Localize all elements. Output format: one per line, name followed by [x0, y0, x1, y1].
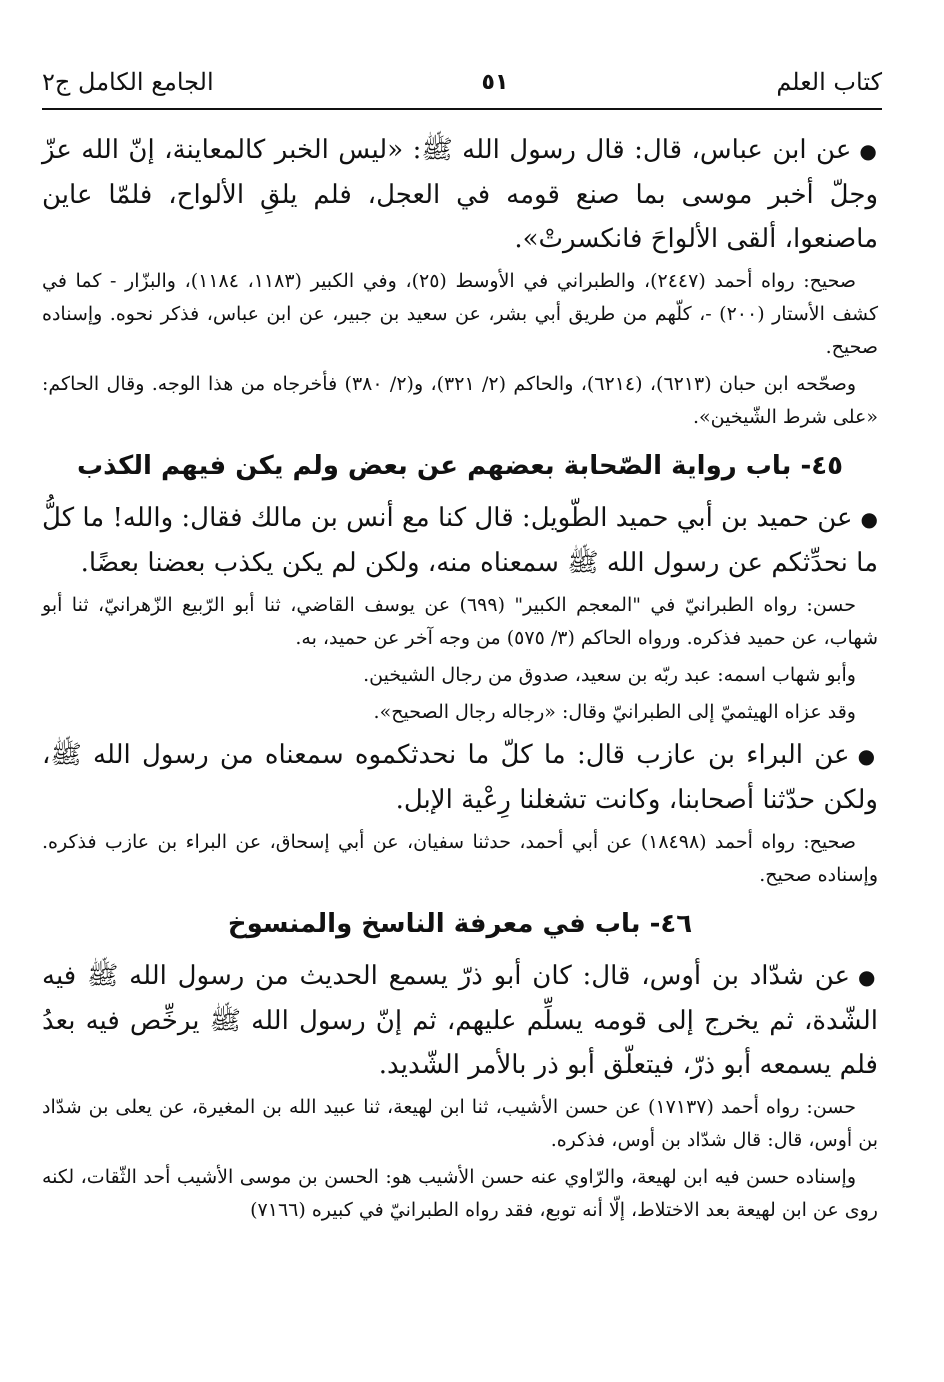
hadith-text [42, 128, 878, 261]
bullet-icon: ● [857, 744, 878, 768]
takhrij-note: وقد عزاه الهيثميّ إلى الطبرانيّ وقال: «رجاله رجال الصحيح». [373, 701, 856, 723]
chapter-heading: ٤٥- باب رواية الصّحابة بعضهم عن بعض ولم يكن فيهم الكذب [76, 451, 843, 481]
page-number: ٥١ [481, 69, 509, 95]
page-body [42, 128, 878, 1231]
takhrij-note: وإسناده حسن فيه ابن لهيعة، والرّاوي عنه حسن الأشيب هو: الحسن بن موسى الأشيب أحد الثّقات، لكنه روى عن ابن لهيعة بعد الاختلاط، إلّا أنه توبع، فقد رواه الطبرانيّ في كبيره (٧١٦٦) [42, 1166, 878, 1221]
takhrij-note: حسن: رواه أحمد (١٧١٣٧) عن حسن الأشيب، ثنا ابن لهيعة، ثنا عبيد الله بن المغيرة، عن يعلى بن شدّاد بن أوس، قال: قال شدّاد بن أوس، فذكره. [42, 1096, 878, 1151]
series-title: الجامع الكامل ج٢ [42, 68, 214, 96]
takhrij-note: وصحّحه ابن حبان (٦٢١٣)، (٦٢١٤)، والحاكم (٢/ ٣٢١)، و(٢/ ٣٨٠) فأخرجاه من هذا الوجه. وقال الحاكم: «على شرط الشّيخين». [42, 373, 878, 428]
header-rule [42, 108, 882, 110]
hadith-body: عن حميد بن أبي حميد الطّويل: قال كنا مع أنس بن مالك فقال: والله! ما كلُّ ما نحدِّثكم عن رسول الله ﷺ سمعناه منه، ولكن لم يكن يكذب بعضنا بعضًا. [42, 503, 878, 578]
book-section-title: كتاب العلم [776, 68, 882, 96]
hadith-text [42, 733, 878, 822]
hadith-text [42, 954, 878, 1087]
takhrij-note: حسن: رواه الطبرانيّ في "المعجم الكبير" (٦٩٩) عن يوسف القاضي، ثنا أبو الرّبيع الزّهرانيّ، ثنا أبو شهاب، عن حميد فذكره. ورواه الحاكم (٣/ ٥٧٥) من وجه آخر عن حميد، به. [42, 594, 878, 649]
bullet-icon: ● [858, 965, 878, 989]
bullet-icon: ● [860, 507, 878, 531]
chapter-heading: ٤٦- باب في معرفة الناسخ والمنسوخ [227, 909, 693, 939]
hadith-body: عن البراء بن عازب قال: ما كلّ ما نحدثكموه سمعناه من رسول الله ﷺ، ولكن حدّثنا أصحابنا، وكانت تشغلنا رِعْية الإبل. [42, 740, 878, 815]
takhrij-note: وأبو شهاب اسمه: عبد ربّه بن سعيد، صدوق من رجال الشيخين. [363, 664, 856, 686]
running-head [42, 64, 882, 100]
hadith-body: عن ابن عباس، قال: قال رسول الله ﷺ: «ليس الخبر كالمعاينة، إنّ الله عزّ وجلّ أخبر موسى بما صنع قومه في العجل، فلم يلقِ الألواح، فلمّا عاين ماصنعوا، ألقى الألواحَ فانكسرتْ». [42, 135, 878, 254]
takhrij-note: صحيح: رواه أحمد (٢٤٤٧)، والطبراني في الأوسط (٢٥)، وفي الكبير (١١٨٣، ١١٨٤)، والبزّار - كما في كشف الأستار (٢٠٠) -، كلّهم من طريق أبي بشر، عن سعيد بن جبير، عن ابن عباس، فذكر نحوه. وإسناده صحيح. [42, 270, 879, 358]
hadith-text [42, 496, 878, 585]
takhrij-note: صحيح: رواه أحمد (١٨٤٩٨) عن أبي أحمد، حدثنا سفيان، عن أبي إسحاق، عن البراء بن عازب فذكره. وإسناده صحيح. [42, 831, 878, 886]
bullet-icon: ● [859, 139, 878, 163]
hadith-body: عن شدّاد بن أوس، قال: كان أبو ذرّ يسمع الحديث من رسول الله ﷺ فيه الشّدة، ثم يخرج إلى قومه يسلِّم عليهم، ثم إنّ رسول الله ﷺ يرخِّص فيه بعدُ فلم يسمعه أبو ذرّ، فيتعلّق أبو ذر بالأمر الشّديد. [42, 961, 878, 1080]
